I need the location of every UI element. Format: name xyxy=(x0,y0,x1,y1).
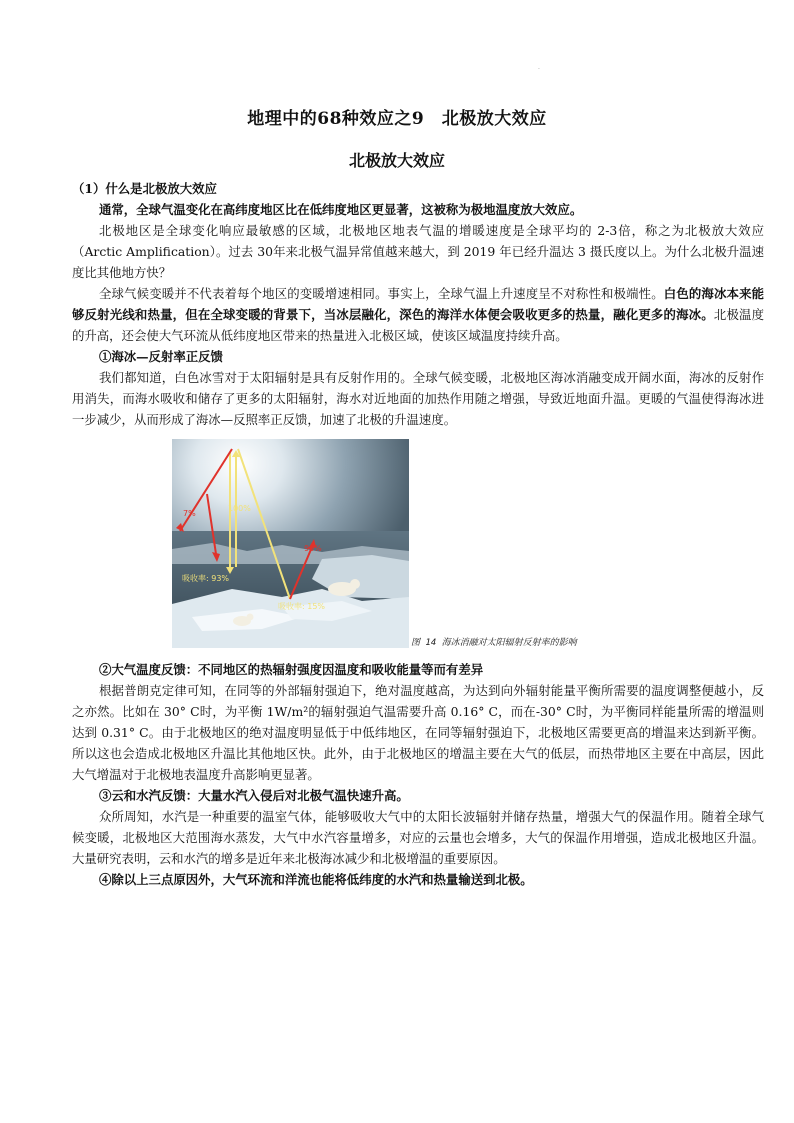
subheading-sea-ice-albedo: ①海冰—反射率正反馈 xyxy=(99,349,223,364)
paragraph-warming xyxy=(72,283,764,346)
paragraph-warming-part1: 全球气候变暖并不代表着每个地区的变暖增速相同。事实上，全球气温上升速度呈不对称性和极端性。 xyxy=(99,286,664,301)
document-subtitle: 北极放大效应 xyxy=(348,151,445,170)
document-body xyxy=(72,178,764,890)
label-100pct: 100% xyxy=(228,504,251,513)
paragraph-arctic-region: 北极地区是全球变化响应最敏感的区域，北极地区地表气温的增暖速度是全球平均的 2-3倍，称之为北极放大效应（Arctic Amplification）。过去 30年来北极气温异常值越来越大，到 2019 年已经升温达 3 摄氏度以上。为什么北极升温速度比其他地方快？ xyxy=(72,223,764,280)
label-absorb-93: 吸收率: 93% xyxy=(182,574,230,583)
paragraph-warming-part3: 北极温度的升高，还会使大气环流从低纬度地区带来的热量进入北极区域，使该区域温度持续升高。 xyxy=(72,307,765,343)
page-marker-dot: . xyxy=(538,64,540,71)
paragraph-cloud-vapor: 众所周知，水汽是一种重要的温室气体，能够吸收大气中的太阳长波辐射并储存热量，增强大气的保温作用。随着全球气候变暖，北极地区大范围海水蒸发，大气中水汽容量增多，对应的云量也会增多，大气的保温作用增强，造成北极地区升温。大量研究表明，云和水汽的增多是近年来北极海冰减少和北极增温的重要原因。 xyxy=(72,809,764,866)
subheading-circulation: ④除以上三点原因外，大气环流和洋流也能将低纬度的水汽和热量输送到北极。 xyxy=(99,872,533,887)
figure-block xyxy=(72,439,764,659)
subheading-cloud-vapor: ③云和水汽反馈：大量水汽入侵后对北极气温快速升高。 xyxy=(99,788,409,803)
paragraph-warming-bold: 白色的海冰本来能够反射光线和热量，但在全球变暖的背景下，当冰层融化，深色的海洋水体便会吸收更多的热量，融化更多的海冰。 xyxy=(72,286,765,322)
document-title: 地理中的68种效应之9 北极放大效应 xyxy=(247,109,547,129)
paragraph-sea-ice-albedo: 我们都知道，白色冰雪对于太阳辐射是具有反射作用的。全球气候变暖，北极地区海冰消融变成开阔水面，海冰的反射作用消失，而海水吸收和储存了更多的太阳辐射，海水对近地面的加热作用随之增强，导致近地面升温。更暖的气温使得海冰进一步减少，从而形成了海冰—反照率正反馈，加速了北极的升温速度。 xyxy=(72,370,764,427)
subheading-atmosphere-temperature: ②大气温度反馈：不同地区的热辐射强度因温度和吸收能量等而有差异 xyxy=(99,662,484,677)
label-7pct: 7% xyxy=(183,509,196,518)
sea-ice-photo xyxy=(172,439,409,648)
paragraph-definition: 通常，全球气温变化在高纬度地区比在低纬度地区更显著，这被称为极地温度放大效应。 xyxy=(99,202,583,217)
label-absorb-15: 吸收率: 15% xyxy=(278,602,326,611)
paragraph-planck: 根据普朗克定律可知，在同等的外部辐射强迫下，绝对温度越高，为达到向外辐射能量平衡所需要的温度调整便越小，反之亦然。比如在 30° C时，为平衡 1W/m²的辐射强迫气温需要升高 0.16° C，而在-30° C时，为平衡同样能量所需的增温则达到 0.31° C。由于北极地区的绝对温度明显低于中低纬地区，在同等辐射强迫下，北极地区需要更高的增温来达到新平衡。所以这也会造成北极地区升温比其他地区快。此外，由于北极地区的增温主要在大气的低层，而热带地区主要在中高层，因此大气增温对于北极地表温度升高影响更显著。 xyxy=(72,683,764,782)
label-90pct: 90% xyxy=(304,544,322,553)
section-heading: （1）什么是北极放大效应 xyxy=(72,181,217,196)
figure-caption: 图 14 海冰消融对太阳辐射反射率的影响 xyxy=(411,638,577,648)
sea-ice-photo-figure xyxy=(172,439,409,648)
